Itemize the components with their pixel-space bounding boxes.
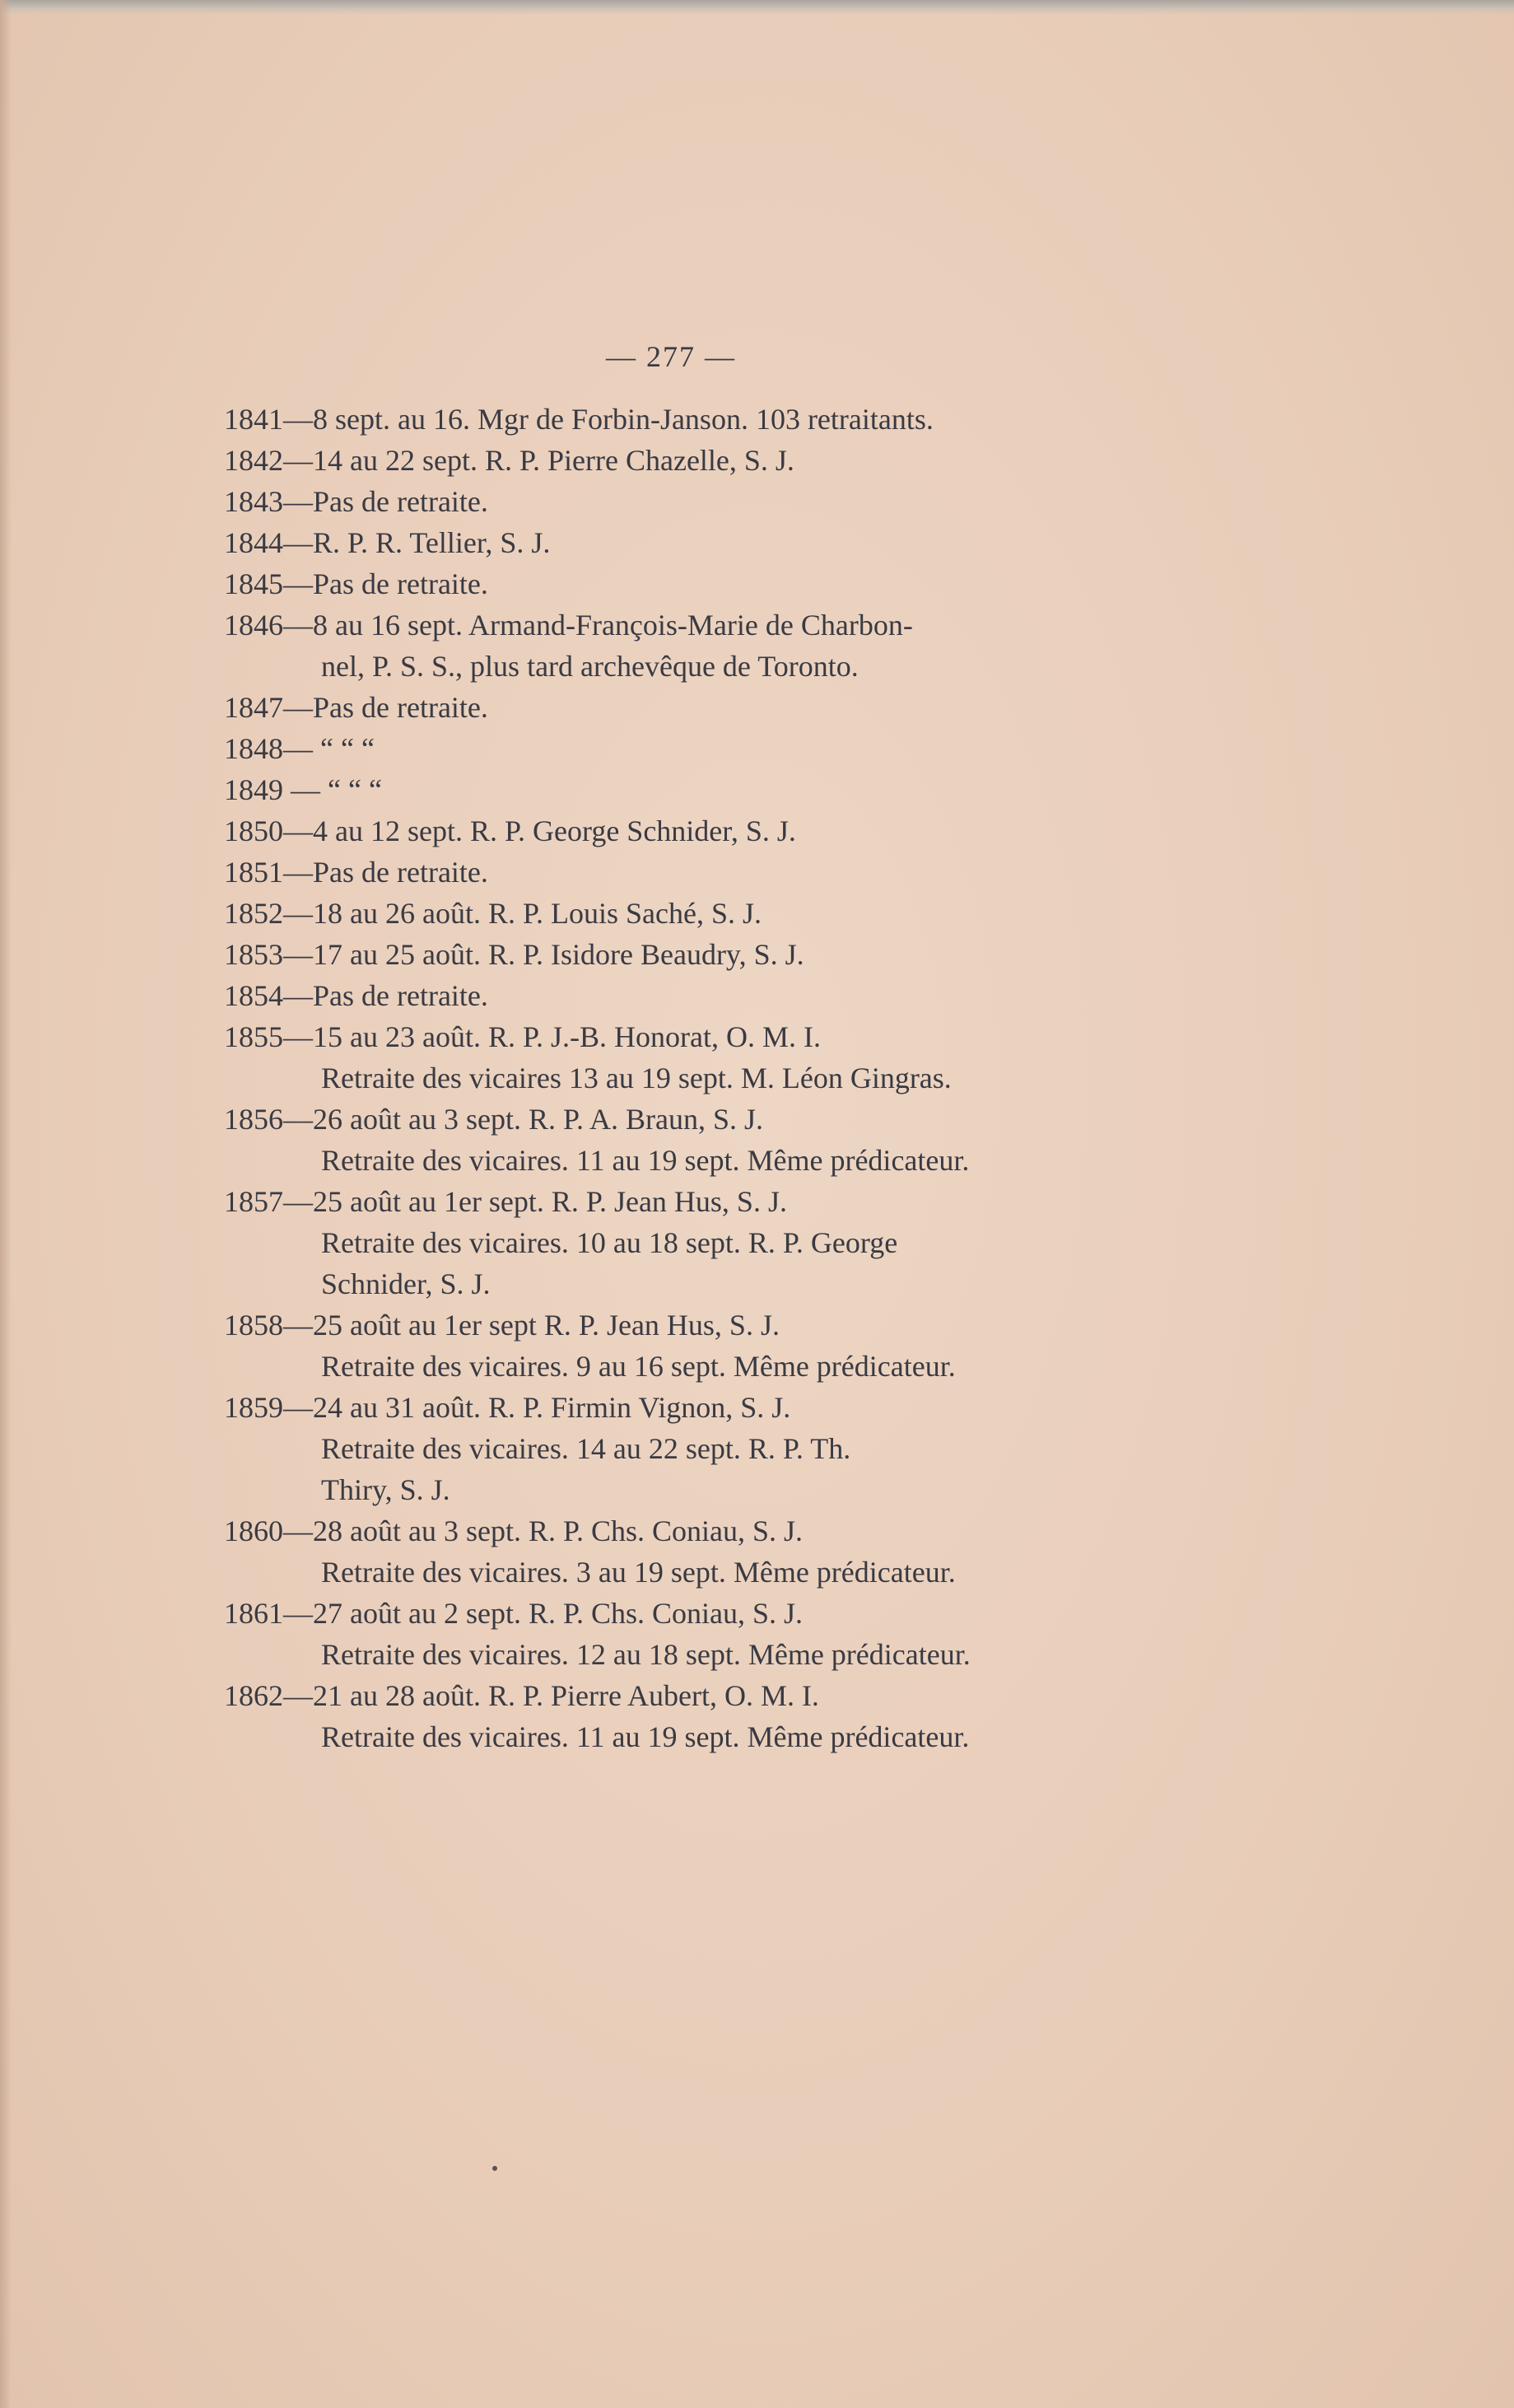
entry-1857-vicaires: Retraite des vicaires. 10 au 18 sept. R. P. George bbox=[321, 1226, 898, 1259]
entry-1843: 1843—Pas de retraite. bbox=[224, 485, 488, 518]
entry-1852: 1852—18 au 26 août. R. P. Louis Saché, S. J. bbox=[224, 897, 762, 930]
entry-1853: 1853—17 au 25 août. R. P. Isidore Beaudry, S. J. bbox=[224, 938, 804, 971]
entry-1848: 1848— “ “ “ bbox=[224, 732, 375, 765]
entry-1845: 1845—Pas de retraite. bbox=[224, 567, 488, 600]
entry-1858-vicaires: Retraite des vicaires. 9 au 16 sept. Même prédicateur. bbox=[321, 1350, 956, 1383]
page-top-edge bbox=[0, 0, 1514, 15]
entry-1859-vicaires: Retraite des vicaires. 14 au 22 sept. R. P. Th. bbox=[321, 1432, 851, 1465]
entry-1859-vicaires-continued: Thiry, S. J. bbox=[321, 1473, 450, 1506]
entry-1849: 1849 — “ “ “ bbox=[224, 773, 382, 806]
entry-1842: 1842—14 au 22 sept. R. P. Pierre Chazelle, S. J. bbox=[224, 444, 794, 477]
page-number: — 277 — bbox=[606, 340, 736, 373]
entry-1846-continued: nel, P. S. S., plus tard archevêque de Toronto. bbox=[321, 650, 859, 683]
entry-1857: 1857—25 août au 1er sept. R. P. Jean Hus, S. J. bbox=[224, 1185, 787, 1218]
entry-1855: 1855—15 au 23 août. R. P. J.-B. Honorat, O. M. I. bbox=[224, 1020, 821, 1053]
entry-1860-vicaires: Retraite des vicaires. 3 au 19 sept. Même prédicateur. bbox=[321, 1556, 956, 1589]
entry-1861-vicaires: Retraite des vicaires. 12 au 18 sept. Même prédicateur. bbox=[321, 1638, 971, 1671]
entry-1857-vicaires-continued: Schnider, S. J. bbox=[321, 1267, 491, 1300]
entry-1855-vicaires: Retraite des vicaires 13 au 19 sept. M. Léon Gingras. bbox=[321, 1062, 952, 1094]
entry-1846: 1846—8 au 16 sept. Armand-François-Marie de Charbon- bbox=[224, 609, 913, 642]
entry-1841: 1841—8 sept. au 16. Mgr de Forbin-Janson. 103 retraitants. bbox=[224, 403, 934, 436]
entry-1856: 1856—26 août au 3 sept. R. P. A. Braun, S. J. bbox=[224, 1103, 764, 1136]
entry-1859: 1859—24 au 31 août. R. P. Firmin Vignon, S. J. bbox=[224, 1391, 791, 1424]
entry-1850: 1850—4 au 12 sept. R. P. George Schnider, S. J. bbox=[224, 814, 796, 847]
entry-1858: 1858—25 août au 1er sept R. P. Jean Hus, S. J. bbox=[224, 1309, 780, 1342]
entry-1861: 1861—27 août au 2 sept. R. P. Chs. Coniau, S. J. bbox=[224, 1597, 804, 1630]
entry-1854: 1854—Pas de retraite. bbox=[224, 979, 488, 1012]
entry-1851: 1851—Pas de retraite. bbox=[224, 856, 488, 889]
entry-1844: 1844—R. P. R. Tellier, S. J. bbox=[224, 526, 551, 559]
entry-1856-vicaires: Retraite des vicaires. 11 au 19 sept. Même prédicateur. bbox=[321, 1144, 970, 1177]
entry-1862-vicaires: Retraite des vicaires. 11 au 19 sept. Même prédicateur. bbox=[321, 1720, 970, 1753]
entry-1847: 1847—Pas de retraite. bbox=[224, 691, 488, 724]
entry-1862: 1862—21 au 28 août. R. P. Pierre Aubert, O. M. I. bbox=[224, 1679, 819, 1712]
retreat-list bbox=[224, 399, 1113, 1757]
ink-speck bbox=[492, 2166, 497, 2171]
entry-1860: 1860—28 août au 3 sept. R. P. Chs. Coniau, S. J. bbox=[224, 1514, 804, 1547]
